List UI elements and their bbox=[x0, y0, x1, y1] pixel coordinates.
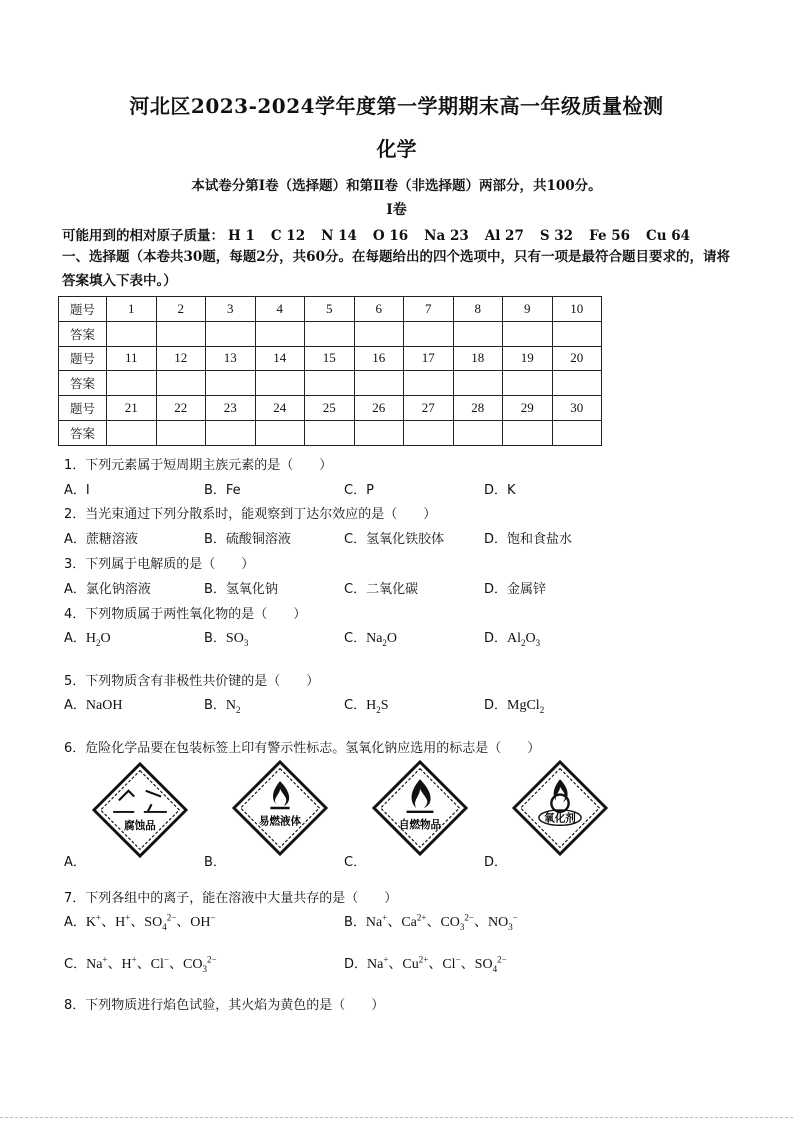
question-number: 1 bbox=[107, 297, 157, 322]
sign-label: 自燃物品 bbox=[398, 819, 442, 832]
section-instructions: 一、选择题（本卷共30题，每题2分，共60分。在每题给出的四个选项中，只有一项是最符合题目要求的，请将答案填入下表中。） bbox=[62, 249, 730, 289]
atomic-mass-item: Cu 64 bbox=[646, 228, 691, 244]
answer-cell[interactable] bbox=[156, 321, 206, 346]
answer-cell[interactable] bbox=[354, 371, 404, 396]
q4-option-d: D．$Al_2O_3$ bbox=[484, 631, 541, 648]
corrosive-sign-icon bbox=[92, 762, 188, 858]
answer-cell[interactable] bbox=[404, 420, 454, 445]
answer-cell[interactable] bbox=[552, 321, 602, 346]
table-row bbox=[59, 371, 602, 396]
question-number: 23 bbox=[206, 396, 256, 421]
answer-cell[interactable] bbox=[305, 371, 355, 396]
question-number: 22 bbox=[156, 396, 206, 421]
question-number: 7 bbox=[404, 297, 454, 322]
question-number: 20 bbox=[552, 346, 602, 371]
answer-cell[interactable] bbox=[453, 321, 503, 346]
question-6-stem: 6．危险化学品要在包装标签上印有警示性标志。氢氧化钠应选用的标志是（ ） bbox=[64, 741, 541, 756]
q5-option-d: D．MgCl$_2$ bbox=[484, 698, 545, 715]
q2-option-b: B．硫酸铜溶液 bbox=[204, 532, 291, 547]
answer-cell[interactable] bbox=[305, 321, 355, 346]
question-number: 9 bbox=[503, 297, 553, 322]
question-number: 11 bbox=[107, 346, 157, 371]
question-number: 5 bbox=[305, 297, 355, 322]
question-number: 6 bbox=[354, 297, 404, 322]
q7-option-d: D．Na+、$Cu^{2+}$、Cl−、$SO_4^{2-}$ bbox=[344, 954, 507, 974]
answer-cell[interactable] bbox=[404, 371, 454, 396]
answer-cell[interactable] bbox=[453, 420, 503, 445]
q7-option-b: B．Na+、$Ca^{2+}$、$CO_3^{2-}$、$NO_3^-$ bbox=[344, 912, 518, 932]
spontaneous-combustion-sign-icon bbox=[372, 760, 468, 856]
question-number-label: 题号 bbox=[59, 396, 107, 421]
question-number: 3 bbox=[206, 297, 256, 322]
question-number: 14 bbox=[255, 346, 305, 371]
answer-cell[interactable] bbox=[305, 420, 355, 445]
q7-option-a: A．K+、H+、$SO_4^{2-}$、OH− bbox=[64, 912, 216, 932]
answer-cell[interactable] bbox=[453, 371, 503, 396]
question-number: 28 bbox=[453, 396, 503, 421]
exam-title: 河北区2023-2024学年度第一学期期末高一年级质量检测 bbox=[129, 94, 664, 118]
answer-cell[interactable] bbox=[503, 321, 553, 346]
question-number: 26 bbox=[354, 396, 404, 421]
question-number: 19 bbox=[503, 346, 553, 371]
table-row bbox=[59, 297, 602, 322]
table-row bbox=[59, 420, 602, 445]
table-row bbox=[59, 346, 602, 371]
atomic-mass-item: H 1 bbox=[228, 228, 255, 244]
q2-option-d: D．饱和食盐水 bbox=[484, 532, 573, 547]
table-row bbox=[59, 396, 602, 421]
question-number: 27 bbox=[404, 396, 454, 421]
question-4-stem: 4．下列物质属于两性氧化物的是（ ） bbox=[64, 607, 307, 622]
q5-option-b: B．$N_2$ bbox=[204, 698, 241, 715]
oxidizer-sign-icon bbox=[512, 760, 608, 856]
answer-cell[interactable] bbox=[156, 420, 206, 445]
q3-option-c: C．二氧化碳 bbox=[344, 582, 419, 597]
question-number: 2 bbox=[156, 297, 206, 322]
question-number: 25 bbox=[305, 396, 355, 421]
q4-option-a: A．$H_2O$ bbox=[64, 631, 111, 648]
question-7-stem: 7．下列各组中的离子，能在溶液中大量共存的是（ ） bbox=[64, 891, 398, 906]
q6-option-d: D． bbox=[484, 855, 508, 870]
q3-option-b: B．氢氧化钠 bbox=[204, 582, 278, 597]
answer-cell[interactable] bbox=[255, 321, 305, 346]
atomic-mass-item: C 12 bbox=[270, 228, 306, 244]
q3-option-d: D．金属锌 bbox=[484, 582, 547, 597]
q5-option-c: C．$H_2S$ bbox=[344, 698, 389, 715]
q7-option-c: C．Na+、H+、Cl−、$CO_3^{2-}$ bbox=[64, 954, 217, 974]
question-number: 29 bbox=[503, 396, 553, 421]
volume-label: Ⅰ卷 bbox=[386, 202, 407, 218]
q4-option-c: C．$Na_2O$ bbox=[344, 631, 398, 648]
atomic-mass-item: Fe 56 bbox=[589, 228, 631, 244]
answer-cell[interactable] bbox=[107, 371, 157, 396]
answer-cell[interactable] bbox=[156, 371, 206, 396]
question-number: 18 bbox=[453, 346, 503, 371]
table-row bbox=[59, 321, 602, 346]
q3-option-a: A．氯化钠溶液 bbox=[64, 582, 151, 597]
question-number: 21 bbox=[107, 396, 157, 421]
question-number-label: 题号 bbox=[59, 346, 107, 371]
q1-option-d: D．K bbox=[484, 483, 516, 498]
question-2-stem: 2．当光束通过下列分散系时，能观察到丁达尔效应的是（ ） bbox=[64, 507, 437, 522]
atomic-mass-line bbox=[62, 224, 694, 244]
answer-cell[interactable] bbox=[354, 321, 404, 346]
answer-cell[interactable] bbox=[503, 371, 553, 396]
question-number: 17 bbox=[404, 346, 454, 371]
q1-option-b: B．Fe bbox=[204, 483, 241, 498]
q2-option-a: A．蔗糖溶液 bbox=[64, 532, 138, 547]
atomic-mass-item: N 14 bbox=[321, 228, 357, 244]
answer-label: 答案 bbox=[59, 371, 107, 396]
answer-cell[interactable] bbox=[107, 321, 157, 346]
question-number: 10 bbox=[552, 297, 602, 322]
question-number: 8 bbox=[453, 297, 503, 322]
atomic-mass-label: 可能用到的相对原子质量： bbox=[62, 228, 224, 244]
question-1-stem: 1．下列元素属于短周期主族元素的是（ ） bbox=[64, 458, 333, 473]
exam-intro: 本试卷分第Ⅰ卷（选择题）和第Ⅱ卷（非选择题）两部分，共100分。 bbox=[191, 178, 602, 194]
question-number: 30 bbox=[552, 396, 602, 421]
answer-label: 答案 bbox=[59, 321, 107, 346]
answer-cell[interactable] bbox=[206, 420, 256, 445]
q6-option-a: A． bbox=[64, 855, 86, 870]
question-number: 4 bbox=[255, 297, 305, 322]
answer-cell[interactable] bbox=[552, 371, 602, 396]
sign-label: 腐蚀品 bbox=[124, 820, 156, 833]
answer-cell[interactable] bbox=[255, 420, 305, 445]
atomic-mass-item: S 32 bbox=[539, 228, 574, 244]
question-number: 24 bbox=[255, 396, 305, 421]
answer-cell[interactable] bbox=[404, 321, 454, 346]
question-number: 13 bbox=[206, 346, 256, 371]
question-8-stem: 8．下列物质进行焰色试验，其火焰为黄色的是（ ） bbox=[64, 998, 385, 1013]
page-bottom-divider bbox=[0, 1117, 793, 1118]
answer-cell[interactable] bbox=[255, 371, 305, 396]
q6-option-c: C． bbox=[344, 855, 367, 870]
sign-label: 氧化剂 bbox=[544, 812, 576, 825]
sign-label: 易燃液体 bbox=[258, 815, 302, 828]
question-number: 12 bbox=[156, 346, 206, 371]
question-number-label: 题号 bbox=[59, 297, 107, 322]
answer-cell[interactable] bbox=[206, 371, 256, 396]
answer-cell[interactable] bbox=[503, 420, 553, 445]
question-number: 15 bbox=[305, 346, 355, 371]
q6-option-b: B． bbox=[204, 855, 226, 870]
answer-cell[interactable] bbox=[354, 420, 404, 445]
subject-title: 化学 bbox=[376, 137, 417, 161]
q1-option-a: A．I bbox=[64, 483, 90, 498]
q5-option-a: A．NaOH bbox=[64, 698, 123, 713]
q4-option-b: B．$SO_3$ bbox=[204, 631, 249, 648]
answer-cell[interactable] bbox=[107, 420, 157, 445]
q2-option-c: C．氢氧化铁胶体 bbox=[344, 532, 445, 547]
question-number: 16 bbox=[354, 346, 404, 371]
answer-table bbox=[58, 296, 602, 446]
flammable-liquid-sign-icon bbox=[232, 760, 328, 856]
atomic-mass-item: O 16 bbox=[372, 228, 409, 244]
atomic-mass-item: Na 23 bbox=[424, 228, 469, 244]
answer-cell[interactable] bbox=[552, 420, 602, 445]
answer-label: 答案 bbox=[59, 420, 107, 445]
question-5-stem: 5．下列物质含有非极性共价键的是（ ） bbox=[64, 674, 320, 689]
q1-option-c: C．P bbox=[344, 483, 374, 498]
question-3-stem: 3．下列属于电解质的是（ ） bbox=[64, 557, 255, 572]
answer-cell[interactable] bbox=[206, 321, 256, 346]
atomic-mass-item: Al 27 bbox=[484, 228, 524, 244]
